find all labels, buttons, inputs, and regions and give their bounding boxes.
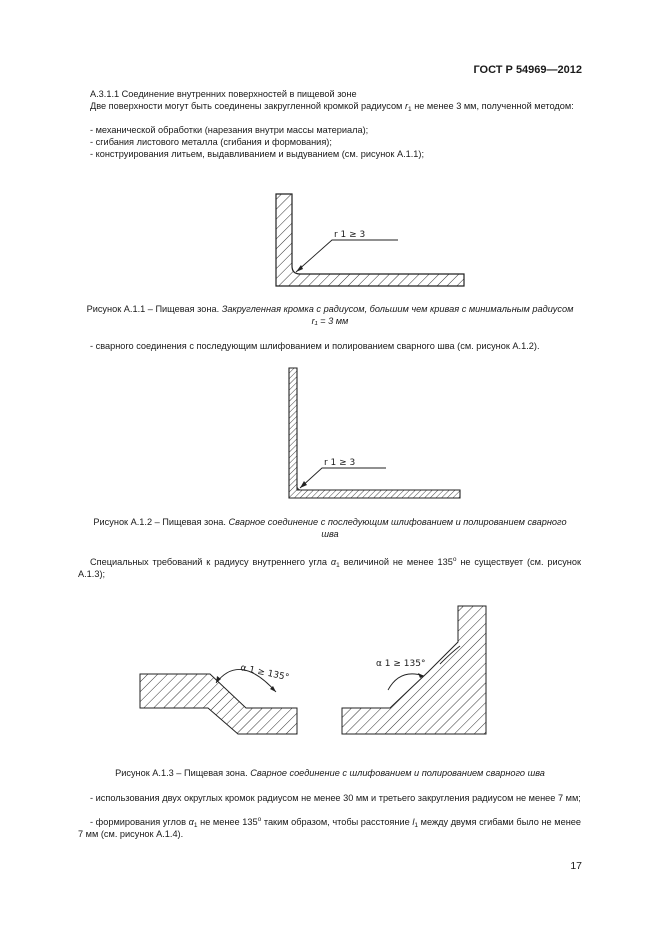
length-subscript: 1 xyxy=(414,822,419,829)
final-item-2-c: таким образом, чтобы расстояние xyxy=(263,817,410,827)
final-item-2 xyxy=(78,816,581,840)
caption-line2: шва xyxy=(321,528,339,539)
page-number: 17 xyxy=(570,860,582,872)
intro-text-b: не менее 3 мм, полученной методом: xyxy=(414,101,574,111)
radius-variable: r xyxy=(404,101,408,111)
alpha-subscript: 1 xyxy=(336,562,340,569)
fig3-left-profile xyxy=(140,674,297,734)
fig3-right-profile xyxy=(342,606,486,734)
caption-italic: Сварное соединение с шлифованием и полированием сварного шва xyxy=(250,768,545,778)
document-code: ГОСТ Р 54969—2012 xyxy=(473,64,582,76)
list-item: - сгибания листового металла (сгибания и формования); xyxy=(90,137,332,147)
fig3-right-label: α 1 ≥ 135° xyxy=(376,659,426,669)
caption-prefix: Рисунок А.1.3 – Пищевая зона. xyxy=(115,768,248,778)
section-title: А.3.1.1 Соединение внутренних поверхностей в пищевой зоне xyxy=(90,89,357,99)
figure-a13-caption xyxy=(40,768,620,780)
list-item: - механической обработки (нарезания внутри массы материала); xyxy=(90,125,369,135)
final-item-2-d: между двумя сгибами было не менее 7 мм (см. рисунок А.1.4). xyxy=(78,817,581,839)
angle-text-a: Специальных требований к радиусу внутреннего угла xyxy=(90,557,328,567)
intro-text-a: Две поверхности могут быть соединены закругленной кромкой радиусом xyxy=(90,101,403,111)
angle-text-c: не существует (см. рисунок А.1.3); xyxy=(78,557,581,579)
caption-italic: Сварное соединение с последующим шлифованием и полированием сварного xyxy=(228,517,567,527)
caption-prefix: Рисунок А.1.1 – Пищевая зона. xyxy=(86,304,220,314)
final-item-2-a: - формирования углов xyxy=(90,817,186,827)
radius-subscript: 1 xyxy=(408,106,412,113)
list-item: - сварного соединения с последующим шлифованием и полированием сварного шва (см. рисунок А.1.2). xyxy=(90,341,540,351)
caption-line2: r₁ = 3 мм xyxy=(311,315,349,326)
list-item: - конструирования литьем, выдавливанием и выдуванием (см. рисунок А.1.1); xyxy=(90,149,425,159)
angle-text-b: величиной не менее 135 xyxy=(343,557,453,567)
alpha-subscript: 1 xyxy=(193,822,198,829)
alpha-variable: α xyxy=(330,557,337,567)
degree-sup: о xyxy=(452,556,457,563)
fig2-label: r 1 ≥ 3 xyxy=(324,458,356,468)
final-item-2-b: не менее 135 xyxy=(200,817,258,827)
final-item-1 xyxy=(78,792,581,804)
final-item-1-text: - использования двух округлых кромок радиусом не менее 30 мм и третьего закругления радиусом не менее 7 мм; xyxy=(90,793,581,803)
alpha-variable: α xyxy=(188,817,194,827)
degree-sup: о xyxy=(257,816,262,823)
caption-italic: Закругленная кромка с радиусом, большим чем кривая с минимальным радиусом xyxy=(221,304,574,314)
caption-prefix: Рисунок А.1.2 – Пищевая зона. xyxy=(93,517,226,527)
length-variable: l xyxy=(412,817,415,827)
fig3-left-label: α 1 ≥ 135° xyxy=(239,663,290,684)
fig1-label: r 1 ≥ 3 xyxy=(334,230,366,240)
